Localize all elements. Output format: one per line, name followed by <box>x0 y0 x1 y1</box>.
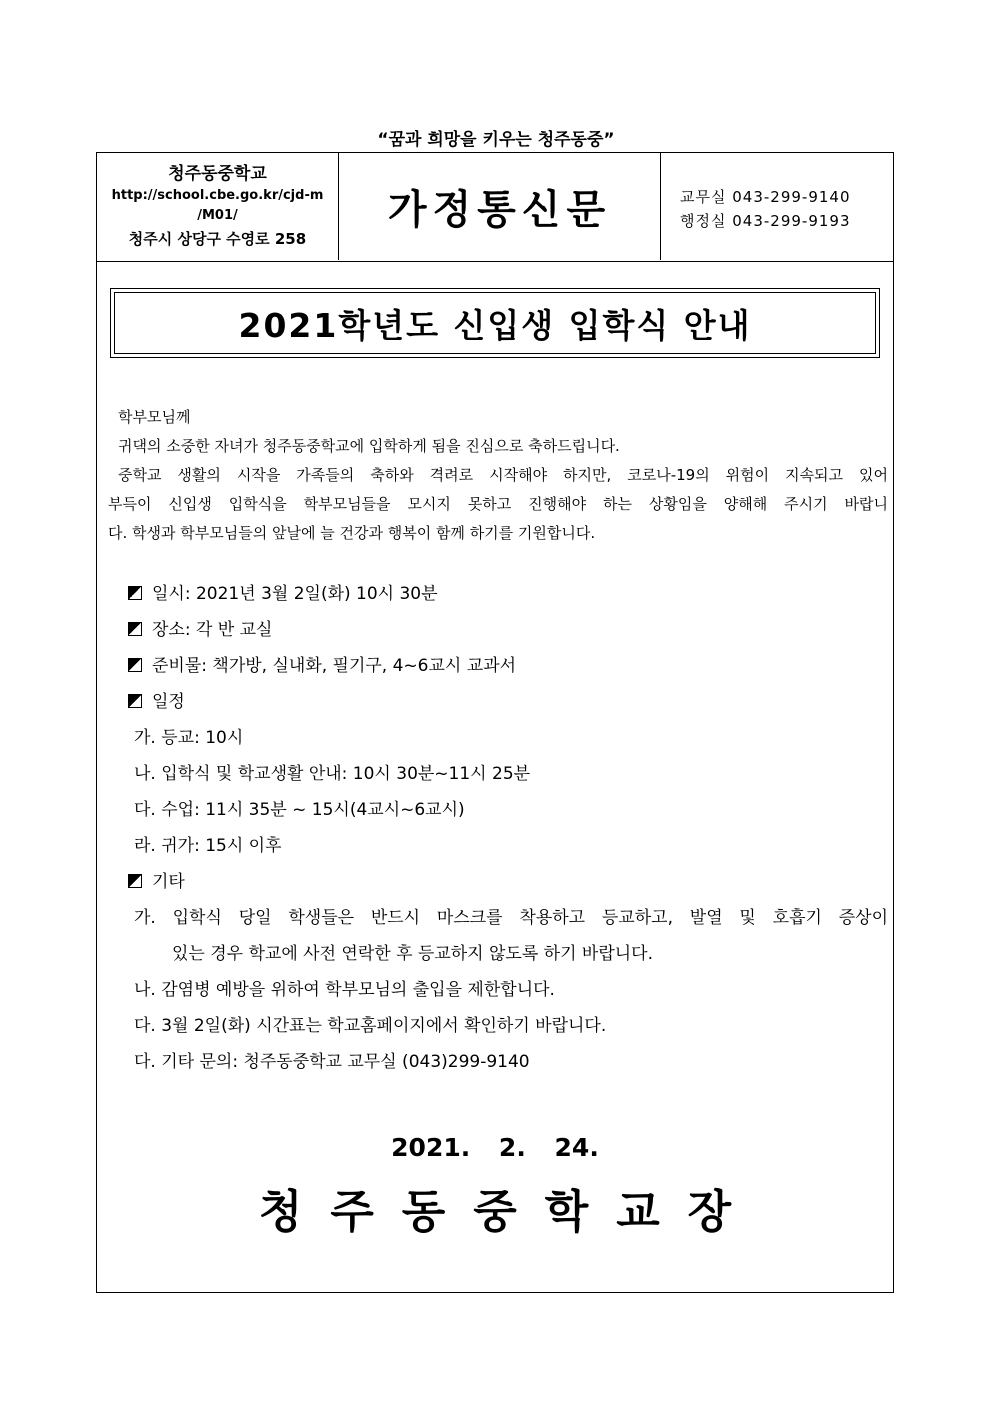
etc-item1-line1: 가. 입학식 당일 학생들은 반드시 마스크를 착용하고 등교하고, 발열 및 호흡기 증상이 <box>134 908 888 928</box>
greeting-para2-line1: 중학교 생활의 시작을 가족들의 축하와 격려로 시작해야 하지만, 코로나-19의 위험이 지속되고 있어 <box>118 466 888 484</box>
school-url-line1: http://school.cbe.go.kr/cjd-m <box>111 188 324 203</box>
detail-place <box>128 612 888 648</box>
detail-supplies <box>128 648 888 684</box>
greeting-para1: 귀댁의 소중한 자녀가 청주동중학교에 입학하게 됨을 진심으로 축하드립니다. <box>118 437 620 455</box>
etc-item: 나. 감염병 예방을 위하여 학부모님의 출입을 제한합니다. <box>134 980 555 1000</box>
contact-cell <box>661 153 893 260</box>
notice-title-box <box>110 288 880 358</box>
schedule-item: 가. 등교: 10시 <box>134 728 244 748</box>
etc-item: 다. 기타 문의: 청주동중학교 교무실 (043)299-9140 <box>134 1052 530 1072</box>
details-list <box>128 576 888 1080</box>
school-name: 청주동중학교 <box>168 164 267 184</box>
square-bullet-icon <box>128 658 142 672</box>
school-slogan: “꿈과 희망을 키우는 청주동중” <box>377 130 615 150</box>
greeting-para2-line2: 부득이 신입생 입학식을 학부모님들을 모시지 못하고 진행해야 하는 상황임을 양해해 주시기 바랍니 <box>108 495 888 513</box>
doc-title-cell <box>339 153 661 260</box>
school-address: 청주시 상당구 수영로 258 <box>128 230 307 248</box>
notice-title: 2021학년도 신입생 입학식 안내 <box>114 292 876 354</box>
etc-item <box>128 900 888 972</box>
square-bullet-icon <box>128 874 142 888</box>
schedule-item: 다. 수업: 11시 35분 ~ 15시(4교시~6교시) <box>134 800 465 820</box>
square-bullet-icon <box>128 586 142 600</box>
square-bullet-icon <box>128 622 142 636</box>
detail-datetime-text: 일시: 2021년 3월 2일(화) 10시 30분 <box>152 584 438 604</box>
square-bullet-icon <box>128 694 142 708</box>
detail-supplies-text: 준비물: 책가방, 실내화, 필기구, 4~6교시 교과서 <box>152 656 517 676</box>
etc-heading-text: 기타 <box>152 872 185 892</box>
phone-admin: 행정실 043-299-9193 <box>680 212 851 230</box>
doc-title: 가정통신문 <box>387 187 612 233</box>
letterhead <box>97 153 893 262</box>
detail-datetime <box>128 576 888 612</box>
greeting-para2-line3: 다. 학생과 학부모님들의 앞날에 늘 건강과 행복이 함께 하기를 기원합니다. <box>108 524 596 542</box>
school-info-cell <box>97 153 339 260</box>
salutation: 학부모님께 <box>118 408 191 426</box>
issue-date: 2021. 2. 24. <box>391 1133 599 1162</box>
phone-office: 교무실 043-299-9140 <box>680 188 851 206</box>
etc-heading <box>128 864 888 900</box>
greeting-body <box>108 403 888 548</box>
newsletter-frame <box>96 152 894 1293</box>
schedule-heading-text: 일정 <box>152 692 185 712</box>
etc-item: 다. 3월 2일(화) 시간표는 학교홈페이지에서 확인하기 바랍니다. <box>134 1016 607 1036</box>
etc-item1-line2: 있는 경우 학교에 사전 연락한 후 등교하지 않도록 하기 바랍니다. <box>172 944 654 964</box>
school-url-line2: /M01/ <box>197 208 238 223</box>
schedule-item: 라. 귀가: 15시 이후 <box>134 836 282 856</box>
principal-signature: 청주동중학교장 <box>258 1185 760 1238</box>
detail-place-text: 장소: 각 반 교실 <box>152 620 273 640</box>
schedule-item: 나. 입학식 및 학교생활 안내: 10시 30분~11시 25분 <box>134 764 531 784</box>
schedule-heading <box>128 684 888 720</box>
